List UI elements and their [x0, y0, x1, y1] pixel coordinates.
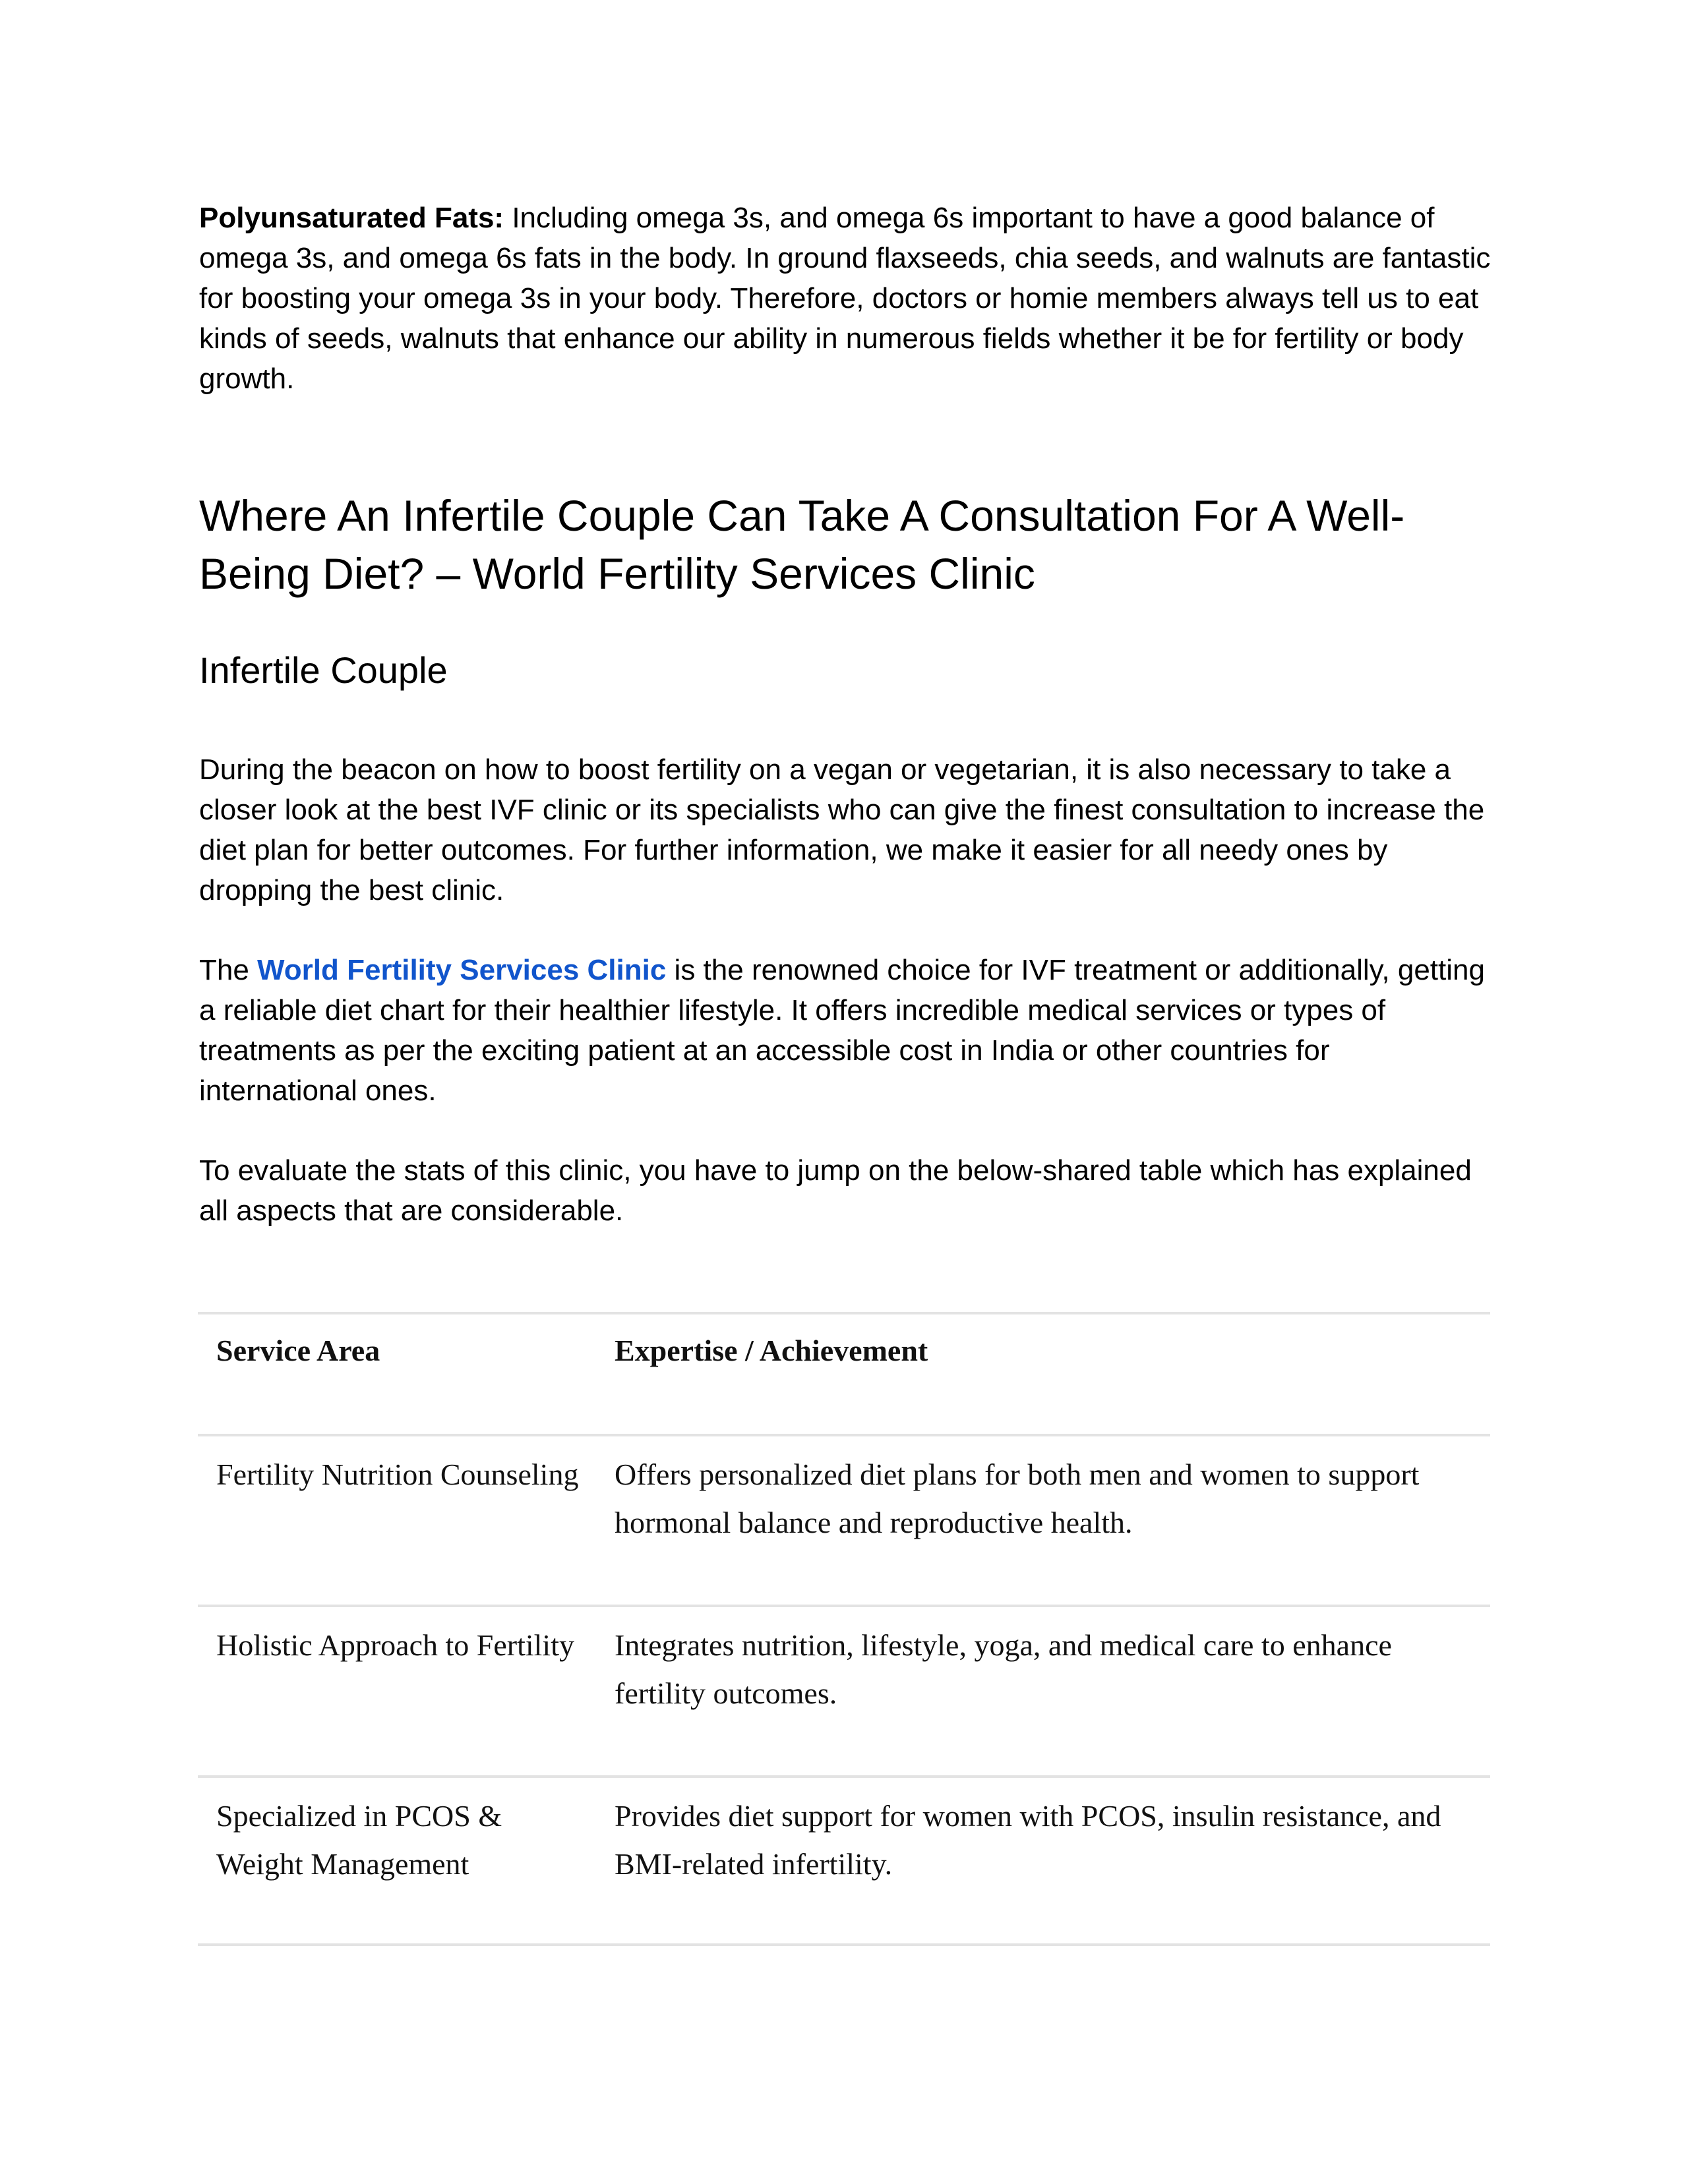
table-rule	[198, 1312, 1490, 1314]
expertise-cell: Offers personalized diet plans for both men and women to support hormonal balance and reproductive health.	[615, 1458, 1420, 1539]
beacon-paragraph: During the beacon on how to boost fertility on a vegan or vegetarian, it is also necessary to take a closer look at the best IVF clinic or its specialists who can give the finest consultation to increase the diet plan for better outcomes. For further information, we make it easier for all needy ones by dropping the best clinic.	[199, 753, 1485, 906]
clinic-paragraph	[199, 950, 1492, 1111]
table-rule	[198, 1775, 1490, 1778]
evaluate-paragraph: To evaluate the stats of this clinic, you have to jump on the below-shared table which has explained all aspects that are considerable.	[199, 1154, 1472, 1227]
polyunsaturated-fats-text: Including omega 3s, and omega 6s important to have a good balance of omega 3s, and omega 6s fats in the body. In ground flaxseeds, chia seeds, and walnuts are fantastic for boosting your omega 3s in your body. Therefore, doctors or homie members always tell us to eat kinds of seeds, walnuts that enhance our ability in numerous fields whether it be for fertility or body growth.	[199, 202, 1491, 395]
table-rule	[198, 1943, 1490, 1946]
service-area-cell: Specialized in PCOS & Weight Management	[216, 1799, 502, 1881]
clinic-prefix: The	[199, 954, 258, 986]
service-area-cell: Holistic Approach to Fertility	[216, 1628, 574, 1662]
section-heading: Where An Infertile Couple Can Take A Consultation For A Well-Being Diet? – World Fertility Services Clinic	[199, 491, 1405, 598]
table-rule	[198, 1434, 1490, 1436]
clinic-suffix: is the renowned choice for IVF treatment or additionally, getting a reliable diet chart for their healthier lifestyle. It offers incredible medical services or types of treatments as per the exciting patient at an accessible cost in India or other countries for international ones.	[199, 954, 1485, 1107]
subheading-infertile-couple: Infertile Couple	[199, 649, 448, 691]
polyunsaturated-fats-paragraph	[199, 198, 1492, 399]
polyunsaturated-fats-label: Polyunsaturated Fats:	[199, 202, 504, 234]
world-fertility-services-clinic-link[interactable]: World Fertility Services Clinic	[257, 954, 667, 986]
expertise-cell: Provides diet support for women with PCOS, insulin resistance, and BMI-related infertility.	[615, 1799, 1441, 1881]
service-area-cell: Fertility Nutrition Counseling	[216, 1458, 579, 1491]
table-rule	[198, 1605, 1490, 1607]
expertise-cell: Integrates nutrition, lifestyle, yoga, and medical care to enhance fertility outcomes.	[615, 1628, 1392, 1710]
header-expertise-achievement: Expertise / Achievement	[615, 1334, 928, 1367]
header-service-area: Service Area	[216, 1334, 380, 1367]
